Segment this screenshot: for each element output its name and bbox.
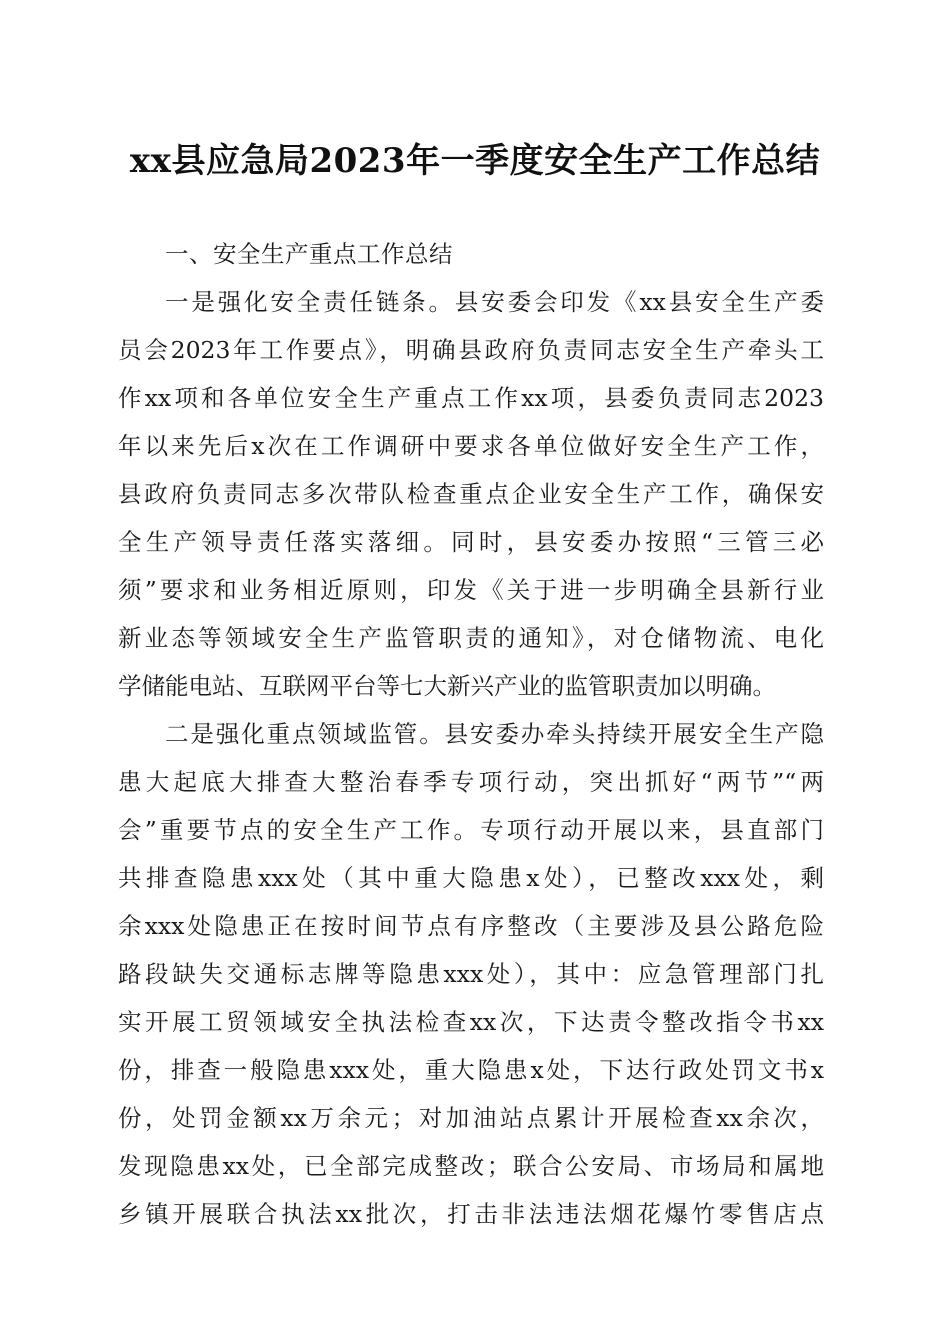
text-line: 余xxx处隐患正在按时间节点有序整改（主要涉及县公路危险 bbox=[118, 912, 824, 940]
text-line: 员会2023年工作要点》，明确县政府负责同志安全生产牵头工 bbox=[118, 336, 824, 364]
text-line: 须”要求和业务相近原则，印发《关于进一步明确全县新行业 bbox=[118, 576, 824, 604]
paragraph-responsibility bbox=[118, 278, 824, 710]
text-line: 患大起底大排查大整治春季专项行动，突出抓好“两节”“两 bbox=[118, 768, 824, 796]
text-line: 份，排查一般隐患xxx处，重大隐患x处，下达行政处罚文书x bbox=[118, 1056, 824, 1084]
paragraph-supervision bbox=[118, 710, 824, 1238]
text-line: 二是强化重点领域监管。县安委办牵头持续开展安全生产隐 bbox=[165, 720, 824, 748]
section-heading: 一、安全生产重点工作总结 bbox=[165, 240, 453, 268]
text-line: 路段缺失交通标志牌等隐患xxx处），其中：应急管理部门扎 bbox=[118, 960, 824, 988]
text-line: 学储能电站、互联网平台等七大新兴产业的监管职责加以明确。 bbox=[118, 672, 776, 700]
text-line: 全生产领导责任落实落细。同时，县安委办按照“三管三必 bbox=[118, 528, 824, 556]
document-body bbox=[118, 230, 824, 1238]
text-line: 乡镇开展联合执法xx批次，打击非法违法烟花爆竹零售店点 bbox=[118, 1200, 824, 1228]
text-line: 份，处罚金额xx万余元；对加油站点累计开展检查xx余次， bbox=[118, 1104, 824, 1132]
text-line: 实开展工贸领域安全执法检查xx次，下达责令整改指令书xx bbox=[118, 1008, 824, 1036]
text-line: 年以来先后x次在工作调研中要求各单位做好安全生产工作， bbox=[118, 432, 824, 460]
document-title: xx县应急局2023年一季度安全生产工作总结 bbox=[129, 141, 821, 181]
text-line: 新业态等领域安全生产监管职责的通知》，对仓储物流、电化 bbox=[118, 624, 824, 652]
text-line: 会”重要节点的安全生产工作。专项行动开展以来，县直部门 bbox=[118, 816, 824, 844]
text-line: 一是强化安全责任链条。县安委会印发《xx县安全生产委 bbox=[165, 288, 824, 316]
text-line: 作xx项和各单位安全生产重点工作xx项，县委负责同志2023 bbox=[118, 384, 824, 412]
text-line: 县政府负责同志多次带队检查重点企业安全生产工作，确保安 bbox=[118, 480, 824, 508]
text-line: 共排查隐患xxx处（其中重大隐患x处），已整改xxx处，剩 bbox=[118, 864, 824, 892]
text-line: 发现隐患xx处，已全部完成整改；联合公安局、市场局和属地 bbox=[118, 1152, 824, 1180]
